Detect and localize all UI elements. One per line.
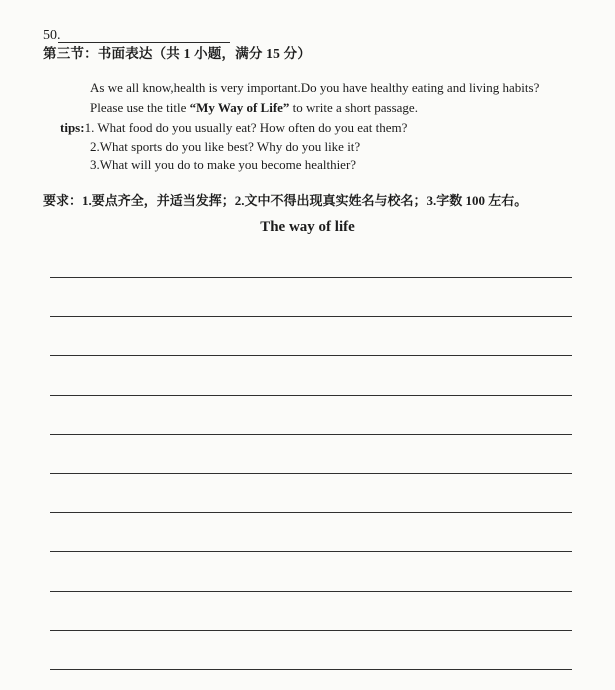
section-heading: 第三节：书面表达（共 1 小题，满分 15 分） xyxy=(43,46,312,61)
tip-item: 2.What sports do you like best? Why do you like it? xyxy=(90,139,361,154)
writing-title: The way of life xyxy=(260,219,355,235)
question-number: 50. xyxy=(43,28,61,43)
writing-line[interactable] xyxy=(50,669,572,670)
writing-line[interactable] xyxy=(50,355,572,356)
requirements-text: 要求：1.要点齐全，并适当发挥；2.文中不得出现真实姓名与校名；3.字数 100 左右。 xyxy=(43,193,528,208)
writing-line[interactable] xyxy=(50,277,572,278)
instruction-after: to write a short passage. xyxy=(289,100,418,115)
writing-line[interactable] xyxy=(50,395,572,396)
instruction-text xyxy=(90,100,418,116)
tips-row xyxy=(60,120,407,136)
writing-line[interactable] xyxy=(50,434,572,435)
instruction-before: Please use the title xyxy=(90,100,190,115)
writing-line[interactable] xyxy=(50,473,572,474)
intro-text: As we all know,health is very important.Do you have healthy eating and living habits? xyxy=(90,80,540,95)
writing-line[interactable] xyxy=(50,512,572,513)
instruction-title: “My Way of Life” xyxy=(189,100,290,115)
tip-item: 1. What food do you usually eat? How often do you eat them? xyxy=(84,120,408,135)
writing-line[interactable] xyxy=(50,316,572,317)
writing-line[interactable] xyxy=(50,551,572,552)
tip-item: 3.What will you do to make you become healthier? xyxy=(90,157,357,172)
writing-line[interactable] xyxy=(50,630,572,631)
tips-label: tips: xyxy=(60,120,85,135)
writing-line[interactable] xyxy=(50,591,572,592)
